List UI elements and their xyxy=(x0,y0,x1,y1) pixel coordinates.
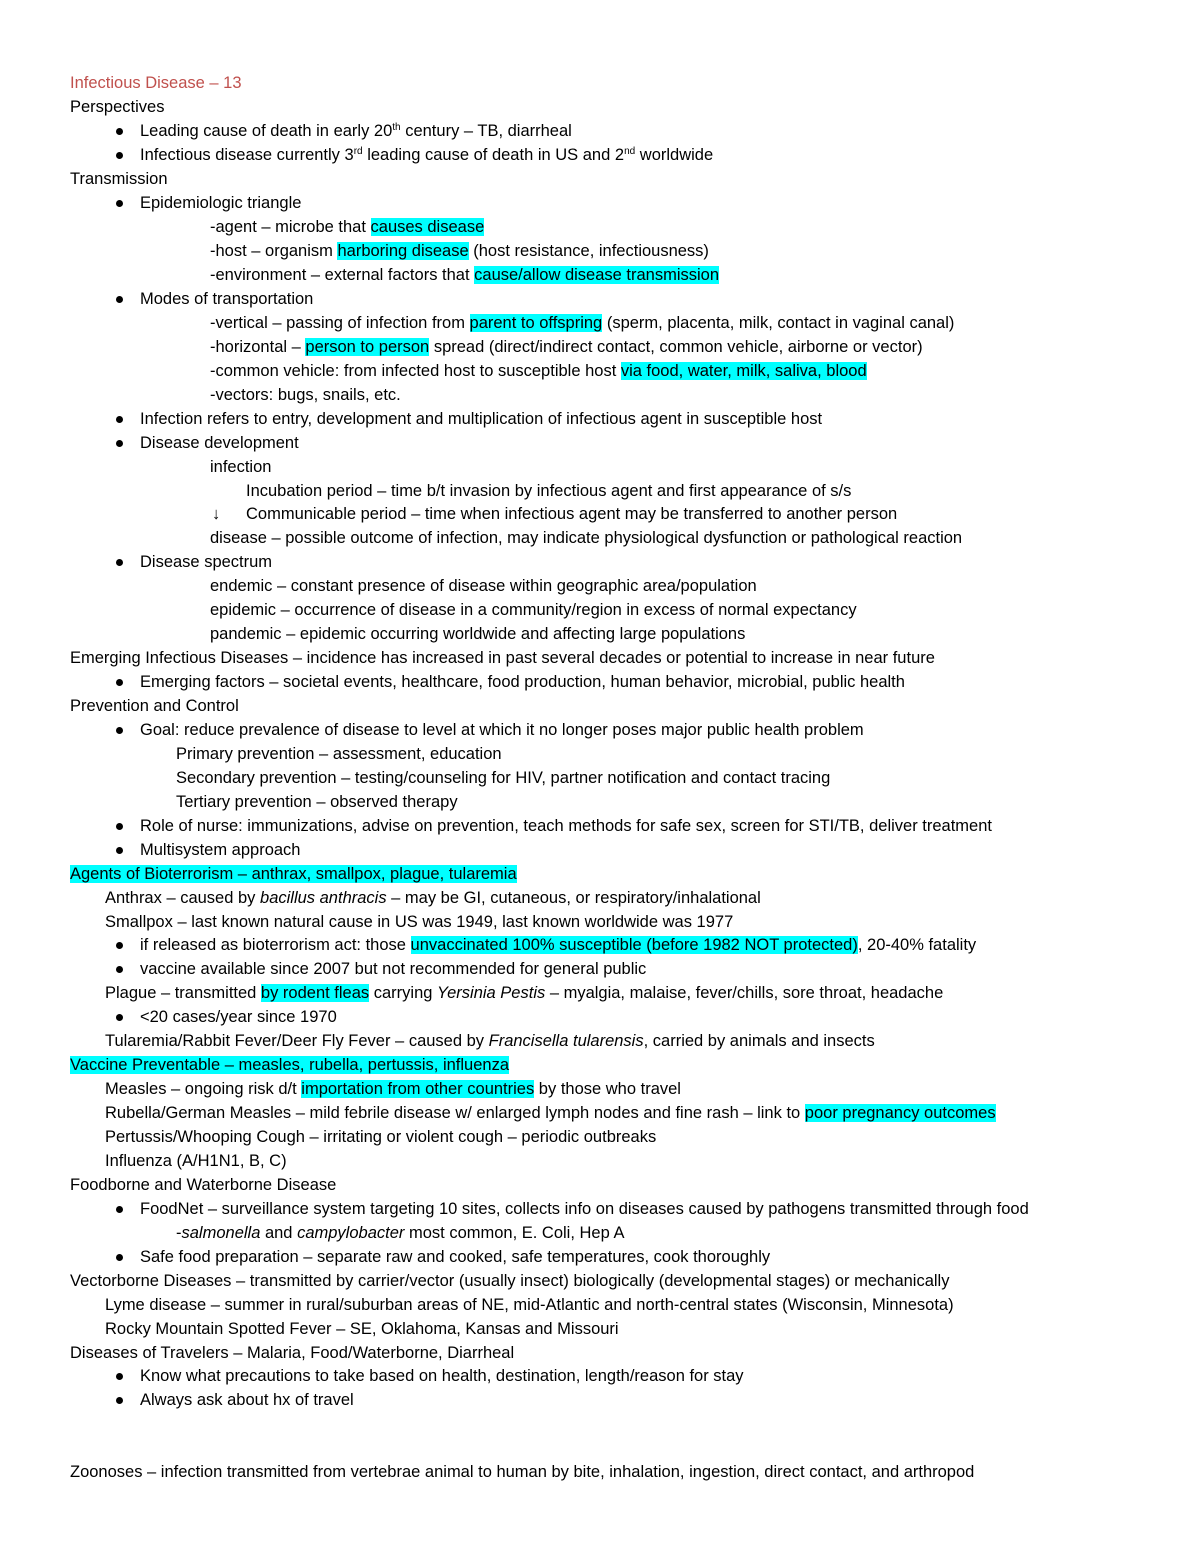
bullet-icon xyxy=(116,128,123,135)
text-segment: Rocky Mountain Spotted Fever – SE, Oklahoma, Kansas and Missouri xyxy=(105,1320,619,1338)
bullet-line xyxy=(140,838,300,862)
text-segment: Modes of transportation xyxy=(140,290,314,308)
text-segment: ↓ xyxy=(212,505,221,523)
text-segment: – myalgia, malaise, fever/chills, sore throat, headache xyxy=(545,984,944,1002)
text-segment: Measles – ongoing risk d/t xyxy=(105,1080,302,1098)
note-line xyxy=(105,1293,954,1317)
text-segment: - xyxy=(176,1224,182,1242)
text-segment: , 20-40% fatality xyxy=(857,936,977,954)
note-line xyxy=(105,1317,619,1341)
text-segment: Perspectives xyxy=(70,98,165,116)
bullet-icon xyxy=(116,1206,123,1213)
bullet-icon xyxy=(116,1014,123,1021)
highlighted-text: poor pregnancy outcomes xyxy=(804,1104,996,1122)
bullet-line xyxy=(140,1005,337,1029)
text-segment: endemic – constant presence of disease within geographic area/population xyxy=(210,577,757,595)
text-segment: (sperm, placenta, milk, contact in vaginal canal) xyxy=(602,314,955,332)
text-segment: salmonella xyxy=(181,1224,261,1242)
bullet-icon xyxy=(116,727,123,734)
text-segment: Role of nurse: immunizations, advise on prevention, teach methods for safe sex, screen for STI/TB, deliver treatment xyxy=(140,817,992,835)
note-line xyxy=(70,167,168,191)
note-line xyxy=(210,383,401,407)
note-line xyxy=(210,311,954,335)
text-segment: Prevention and Control xyxy=(70,697,239,715)
text-segment: carrying xyxy=(369,984,438,1002)
highlighted-text: unvaccinated 100% susceptible (before 1982 NOT protected) xyxy=(410,936,858,954)
note-line xyxy=(212,502,220,526)
bullet-icon xyxy=(116,416,123,423)
document-title: Infectious Disease – 13 xyxy=(70,74,242,92)
note-line xyxy=(105,910,733,934)
text-segment: FoodNet – surveillance system targeting 10 sites, collects info on diseases caused by pathogens transmitted through food xyxy=(140,1200,1029,1218)
bullet-icon xyxy=(116,966,123,973)
bullet-icon xyxy=(116,942,123,949)
note-line xyxy=(246,479,851,503)
text-segment: Goal: reduce prevalence of disease to level at which it no longer poses major public health problem xyxy=(140,721,864,739)
note-line xyxy=(70,1173,336,1197)
note-line xyxy=(105,981,943,1005)
text-segment: -common vehicle: from infected host to susceptible host xyxy=(210,362,621,380)
note-line xyxy=(70,1460,974,1484)
text-segment: Transmission xyxy=(70,170,168,188)
text-segment: Vectorborne Diseases – transmitted by carrier/vector (usually insect) biologically (developmental stages) or mechanically xyxy=(70,1272,950,1290)
note-line xyxy=(210,335,923,359)
text-segment: Disease spectrum xyxy=(140,553,273,571)
bullet-line xyxy=(140,407,822,431)
text-segment: Safe food preparation – separate raw and cooked, safe temperatures, cook thoroughly xyxy=(140,1248,771,1266)
text-segment: Know what precautions to take based on health, destination, length/reason for stay xyxy=(140,1367,744,1385)
note-line xyxy=(210,215,484,239)
text-segment: rd xyxy=(353,146,363,157)
highlighted-text: causes disease xyxy=(370,218,485,236)
highlighted-text: harboring disease xyxy=(337,242,469,260)
text-segment: Communicable period – time when infectious agent may be transferred to another person xyxy=(246,505,898,523)
text-segment: , carried by animals and insects xyxy=(643,1032,875,1050)
bullet-icon xyxy=(116,559,123,566)
note-line xyxy=(70,862,517,886)
bullet-icon xyxy=(116,152,123,159)
bullet-icon xyxy=(116,823,123,830)
highlighted-text: via food, water, milk, saliva, blood xyxy=(620,362,867,380)
bullet-line xyxy=(140,957,646,981)
note-line xyxy=(210,622,745,646)
text-segment: if released as bioterrorism act: those xyxy=(140,936,411,954)
bullet-icon xyxy=(116,296,123,303)
text-segment: Emerging Infectious Diseases – incidence has increased in past several decades or potential to increase in near future xyxy=(70,649,935,667)
bullet-line xyxy=(140,191,301,215)
bullet-line xyxy=(140,143,713,167)
text-segment: -vertical – passing of infection from xyxy=(210,314,470,332)
note-line xyxy=(210,359,867,383)
note-line xyxy=(210,455,271,479)
bullet-icon xyxy=(116,1254,123,1261)
note-line xyxy=(70,1269,949,1293)
bullet-line xyxy=(140,670,905,694)
bullet-line xyxy=(140,718,864,742)
text-segment: -vectors: bugs, snails, etc. xyxy=(210,386,401,404)
highlighted-text: Agents of Bioterrorism – anthrax, smallpox, plague, tularemia xyxy=(70,865,517,883)
bullet-line xyxy=(140,431,299,455)
text-segment: th xyxy=(392,122,401,133)
text-segment: vaccine available since 2007 but not recommended for general public xyxy=(140,960,647,978)
text-segment: worldwide xyxy=(635,146,714,164)
bullet-line xyxy=(140,933,976,957)
note-line xyxy=(105,1101,996,1125)
highlighted-text: importation from other countries xyxy=(301,1080,535,1098)
bullet-line xyxy=(140,550,272,574)
text-segment: – may be GI, cutaneous, or respiratory/inhalational xyxy=(386,889,761,907)
highlighted-text: cause/allow disease transmission xyxy=(474,266,720,284)
bullet-line xyxy=(140,1364,744,1388)
note-line xyxy=(210,263,719,287)
text-segment: Anthrax – caused by xyxy=(105,889,261,907)
text-segment: Leading cause of death in early 20 xyxy=(140,122,393,140)
text-segment: most common, E. Coli, Hep A xyxy=(404,1224,625,1242)
text-segment: Primary prevention – assessment, education xyxy=(176,745,502,763)
text-segment: disease – possible outcome of infection, may indicate physiological dysfunction or pathological reaction xyxy=(210,529,963,547)
note-line xyxy=(246,502,897,526)
note-line xyxy=(105,886,761,910)
text-segment: bacillus anthracis xyxy=(260,889,387,907)
bullet-icon xyxy=(116,200,123,207)
text-segment: Multisystem approach xyxy=(140,841,301,859)
text-segment: Secondary prevention – testing/counseling for HIV, partner notification and contact tracing xyxy=(176,769,831,787)
bullet-icon xyxy=(116,1373,123,1380)
bullet-line xyxy=(140,1388,354,1412)
text-segment: Disease development xyxy=(140,434,299,452)
note-line xyxy=(105,1077,681,1101)
note-line xyxy=(176,790,458,814)
note-line xyxy=(210,574,757,598)
text-segment: campylobacter xyxy=(297,1224,405,1242)
text-segment: Rubella/German Measles – mild febrile disease w/ enlarged lymph nodes and fine rash – link to xyxy=(105,1104,805,1122)
text-segment: (host resistance, infectiousness) xyxy=(468,242,709,260)
text-segment: Tularemia/Rabbit Fever/Deer Fly Fever – caused by xyxy=(105,1032,489,1050)
note-line xyxy=(105,1029,875,1053)
text-segment: Incubation period – time b/t invasion by infectious agent and first appearance of s/s xyxy=(246,482,852,500)
text-segment: -horizontal – xyxy=(210,338,306,356)
text-segment: <20 cases/year since 1970 xyxy=(140,1008,337,1026)
text-segment: Smallpox – last known natural cause in US was 1949, last known worldwide was 1977 xyxy=(105,913,734,931)
note-line xyxy=(70,1341,514,1365)
text-segment: Infectious disease currently 3 xyxy=(140,146,354,164)
note-line xyxy=(70,646,935,670)
text-segment: Francisella tularensis xyxy=(488,1032,644,1050)
text-segment: Influenza (A/H1N1, B, C) xyxy=(105,1152,287,1170)
text-segment: pandemic – epidemic occurring worldwide and affecting large populations xyxy=(210,625,746,643)
bullet-line xyxy=(140,119,572,143)
text-segment: Infection refers to entry, development and multiplication of infectious agent in susceptible host xyxy=(140,410,823,428)
bullet-line xyxy=(140,1197,1029,1221)
bullet-line xyxy=(140,287,313,311)
note-line xyxy=(176,1221,624,1245)
text-segment: Foodborne and Waterborne Disease xyxy=(70,1176,337,1194)
text-segment: spread (direct/indirect contact, common vehicle, airborne or vector) xyxy=(429,338,923,356)
note-line xyxy=(70,95,164,119)
text-segment: Epidemiologic triangle xyxy=(140,194,302,212)
text-segment: epidemic – occurrence of disease in a community/region in excess of normal expectancy xyxy=(210,601,857,619)
text-segment: Emerging factors – societal events, healthcare, food production, human behavior, microbial, public health xyxy=(140,673,905,691)
note-line xyxy=(176,742,502,766)
note-line xyxy=(105,1125,656,1149)
text-segment: Yersinia Pestis xyxy=(437,984,546,1002)
text-segment: Tertiary prevention – observed therapy xyxy=(176,793,458,811)
text-segment: century – TB, diarrheal xyxy=(400,122,572,140)
note-line xyxy=(210,598,857,622)
note-line xyxy=(70,694,239,718)
bullet-line xyxy=(140,814,992,838)
highlighted-text: Vaccine Preventable – measles, rubella, pertussis, influenza xyxy=(70,1056,510,1074)
note-line xyxy=(210,526,962,550)
text-segment: Plague – transmitted xyxy=(105,984,261,1002)
bullet-icon xyxy=(116,679,123,686)
note-line xyxy=(210,239,709,263)
text-segment: -environment – external factors that xyxy=(210,266,475,284)
bullet-icon xyxy=(116,847,123,854)
bullet-icon xyxy=(116,440,123,447)
text-segment: Zoonoses – infection transmitted from vertebrae animal to human by bite, inhalation, ingestion, direct contact, and arthropod xyxy=(70,1463,975,1481)
highlighted-text: by rodent fleas xyxy=(260,984,370,1002)
note-line xyxy=(70,1053,509,1077)
text-segment: Always ask about hx of travel xyxy=(140,1391,354,1409)
bullet-line xyxy=(140,1245,770,1269)
text-segment: by those who travel xyxy=(534,1080,681,1098)
bullet-icon xyxy=(116,1397,123,1404)
text-segment: and xyxy=(260,1224,298,1242)
highlighted-text: parent to offspring xyxy=(469,314,603,332)
text-segment: -host – organism xyxy=(210,242,338,260)
text-segment: Pertussis/Whooping Cough – irritating or violent cough – periodic outbreaks xyxy=(105,1128,657,1146)
text-segment: leading cause of death in US and 2 xyxy=(362,146,625,164)
highlighted-text: person to person xyxy=(305,338,430,356)
note-line xyxy=(105,1149,287,1173)
text-segment: Diseases of Travelers – Malaria, Food/Waterborne, Diarrheal xyxy=(70,1344,515,1362)
text-segment: nd xyxy=(624,146,636,157)
text-segment: infection xyxy=(210,458,272,476)
note-line xyxy=(176,766,830,790)
text-segment: Lyme disease – summer in rural/suburban areas of NE, mid-Atlantic and north-central states (Wisconsin, Minnesota) xyxy=(105,1296,954,1314)
text-segment: -agent – microbe that xyxy=(210,218,371,236)
